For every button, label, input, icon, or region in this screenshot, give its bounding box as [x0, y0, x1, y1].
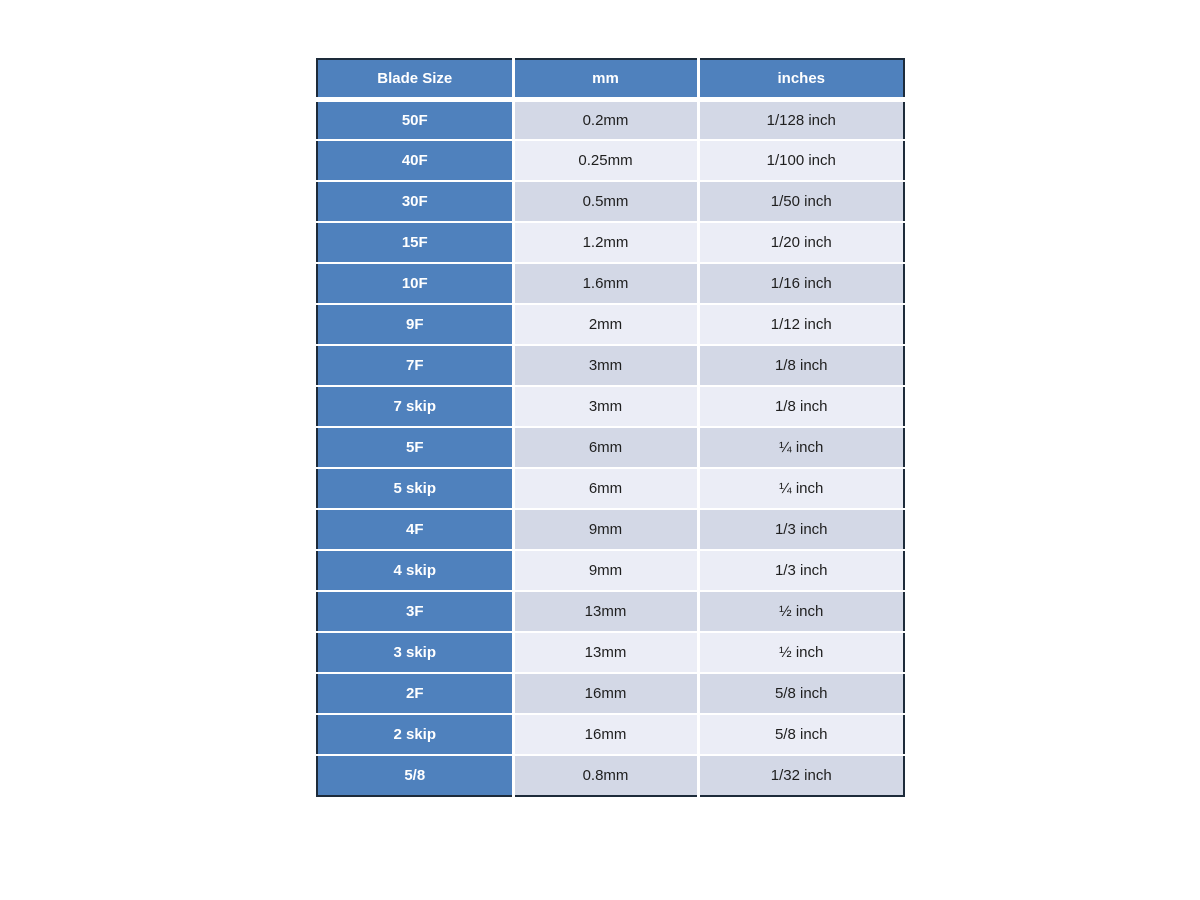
mm-cell: 9mm [513, 509, 698, 550]
inches-cell: 1/3 inch [698, 509, 904, 550]
header-blade-size: Blade Size [317, 59, 513, 99]
inches-cell: 1/128 inch [698, 99, 904, 140]
blade-size-cell: 9F [317, 304, 513, 345]
table-header [317, 59, 904, 99]
blade-size-cell: 5/8 [317, 755, 513, 796]
mm-cell: 3mm [513, 345, 698, 386]
blade-size-table [316, 58, 905, 797]
blade-size-cell: 30F [317, 181, 513, 222]
table-row [317, 632, 904, 673]
inches-cell: ½ inch [698, 591, 904, 632]
blade-size-cell: 4 skip [317, 550, 513, 591]
blade-size-cell: 5 skip [317, 468, 513, 509]
table-row [317, 755, 904, 796]
table-row [317, 222, 904, 263]
blade-size-cell: 5F [317, 427, 513, 468]
table-container [316, 58, 905, 797]
header-inches: inches [698, 59, 904, 99]
mm-cell: 6mm [513, 468, 698, 509]
blade-size-cell: 2F [317, 673, 513, 714]
inches-cell: ½ inch [698, 632, 904, 673]
table-row [317, 468, 904, 509]
table-row [317, 427, 904, 468]
blade-size-cell: 10F [317, 263, 513, 304]
table-row [317, 509, 904, 550]
blade-size-cell: 15F [317, 222, 513, 263]
blade-size-cell: 3 skip [317, 632, 513, 673]
table-row [317, 345, 904, 386]
table-row [317, 263, 904, 304]
inches-cell: 1/20 inch [698, 222, 904, 263]
mm-cell: 13mm [513, 591, 698, 632]
mm-cell: 16mm [513, 714, 698, 755]
table-row [317, 140, 904, 181]
blade-size-cell: 7 skip [317, 386, 513, 427]
blade-size-cell: 2 skip [317, 714, 513, 755]
table-row [317, 99, 904, 140]
mm-cell: 0.5mm [513, 181, 698, 222]
inches-cell: ¼ inch [698, 427, 904, 468]
inches-cell: 1/16 inch [698, 263, 904, 304]
mm-cell: 9mm [513, 550, 698, 591]
inches-cell: 1/32 inch [698, 755, 904, 796]
inches-cell: 5/8 inch [698, 714, 904, 755]
table-row [317, 591, 904, 632]
inches-cell: 1/3 inch [698, 550, 904, 591]
table-row [317, 181, 904, 222]
mm-cell: 0.8mm [513, 755, 698, 796]
table-row [317, 550, 904, 591]
mm-cell: 1.2mm [513, 222, 698, 263]
table-header-row [317, 59, 904, 99]
mm-cell: 1.6mm [513, 263, 698, 304]
table-row [317, 673, 904, 714]
mm-cell: 2mm [513, 304, 698, 345]
inches-cell: ¼ inch [698, 468, 904, 509]
inches-cell: 5/8 inch [698, 673, 904, 714]
mm-cell: 3mm [513, 386, 698, 427]
table-row [317, 714, 904, 755]
table-row [317, 386, 904, 427]
blade-size-cell: 3F [317, 591, 513, 632]
blade-size-cell: 7F [317, 345, 513, 386]
header-mm: mm [513, 59, 698, 99]
inches-cell: 1/8 inch [698, 386, 904, 427]
mm-cell: 6mm [513, 427, 698, 468]
table-body [317, 99, 904, 796]
blade-size-cell: 50F [317, 99, 513, 140]
inches-cell: 1/100 inch [698, 140, 904, 181]
inches-cell: 1/50 inch [698, 181, 904, 222]
table-row [317, 304, 904, 345]
blade-size-cell: 40F [317, 140, 513, 181]
blade-size-cell: 4F [317, 509, 513, 550]
inches-cell: 1/8 inch [698, 345, 904, 386]
mm-cell: 16mm [513, 673, 698, 714]
inches-cell: 1/12 inch [698, 304, 904, 345]
mm-cell: 0.2mm [513, 99, 698, 140]
mm-cell: 0.25mm [513, 140, 698, 181]
mm-cell: 13mm [513, 632, 698, 673]
